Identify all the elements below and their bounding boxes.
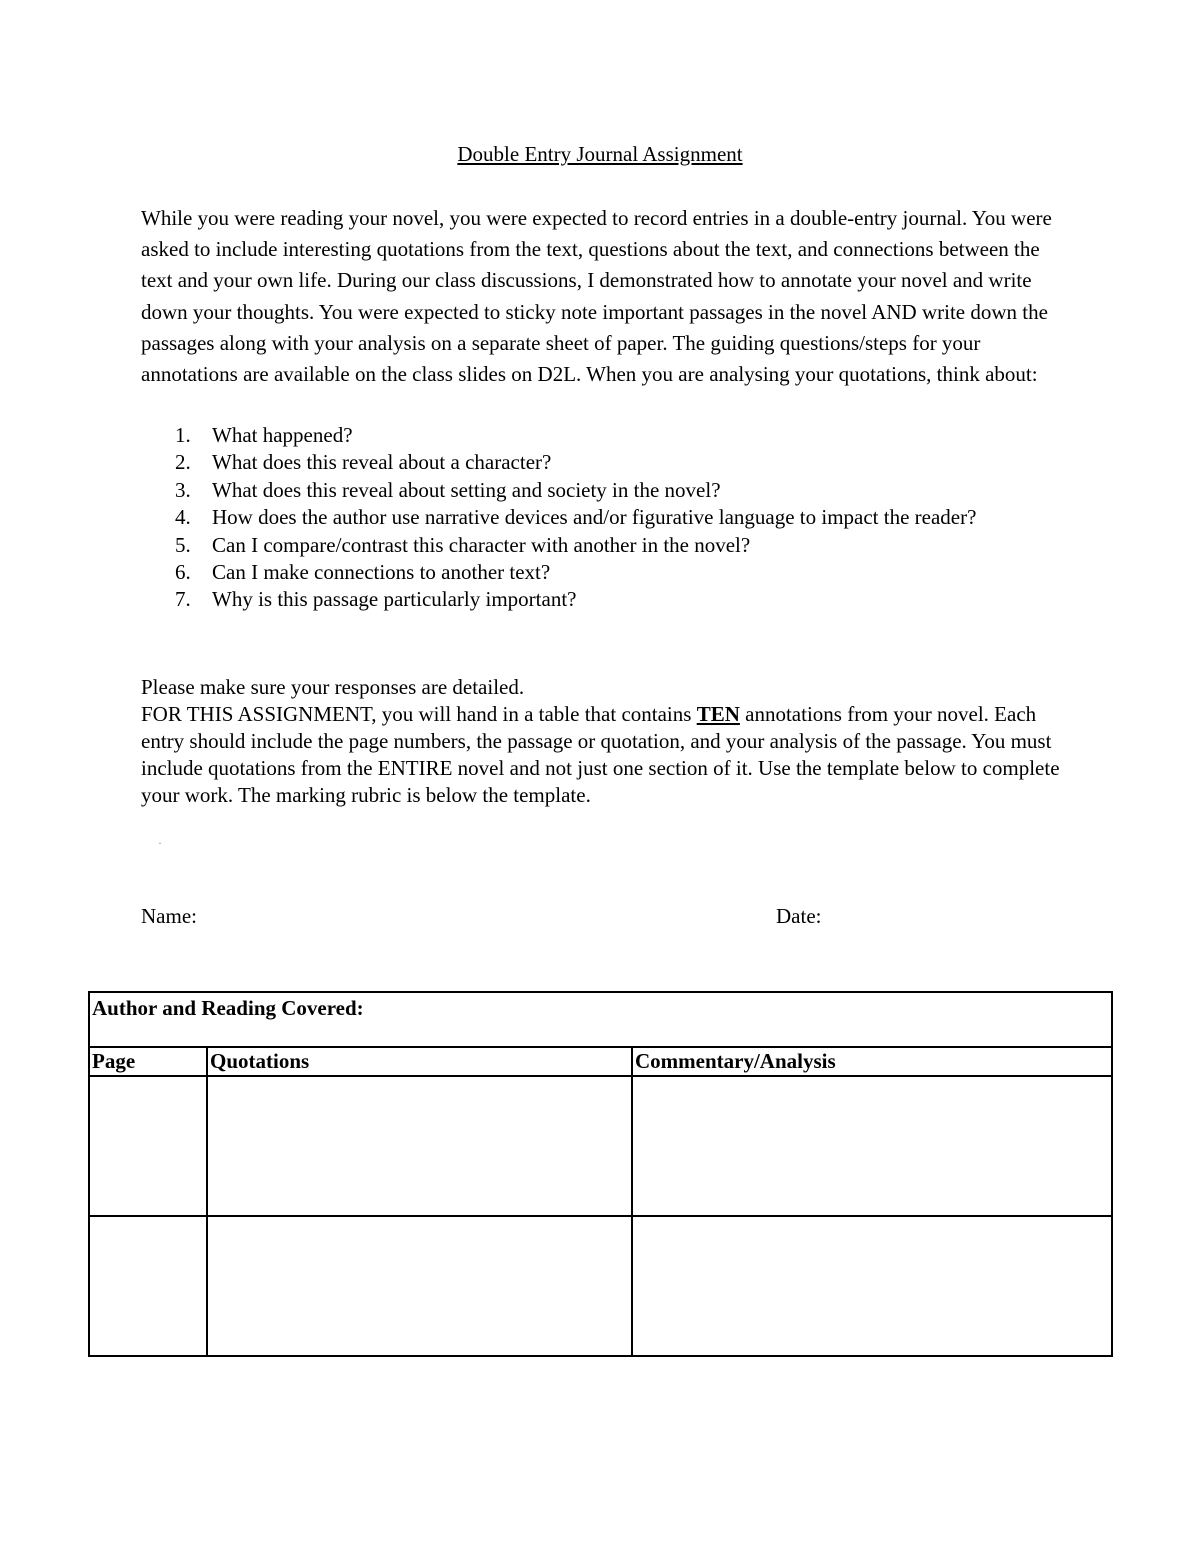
list-item-text: Can I make connections to another text? — [212, 559, 551, 584]
list-number: 4. — [175, 505, 191, 530]
name-label: Name: — [141, 904, 197, 928]
list-item — [141, 533, 1021, 558]
list-item — [141, 505, 1021, 530]
list-number: 6. — [175, 559, 191, 584]
instructions-text-end: annotations from your novel. Each entry should include the page numbers, the passage or quotation, and your analysis of the passage. You must include quotations from the ENTIRE novel and not just one section of it. Use the template below to complete your work. The marking rubric is below the template. — [141, 702, 1060, 807]
header-quotations: Quotations — [207, 1047, 632, 1076]
intro-paragraph: While you were reading your novel, you were expected to record entries in a double-entry journal. You were asked to include interesting quotations from the text, questions about the text, and connections between the text and your own life. During our class discussions, I demonstrated how to annotate your novel and write down your thoughts. You were expected to sticky note important passages in the novel AND write down the passages along with your analysis on a separate sheet of paper. The guiding questions/steps for your annotations are available on the class slides on D2L. When you are analysing your quotations, think about: — [141, 206, 1052, 387]
list-item — [141, 450, 1021, 475]
header-commentary: Commentary/Analysis — [632, 1047, 1112, 1076]
journal-template-table — [88, 991, 1113, 1357]
list-item-text: What does this reveal about a character? — [212, 450, 552, 475]
instructions-text-start: FOR THIS ASSIGNMENT, you will hand in a table that contains — [141, 702, 697, 726]
list-item — [141, 587, 1021, 612]
responses-note: Please make sure your responses are detailed. — [141, 675, 525, 699]
quotation-cell[interactable] — [207, 1076, 632, 1216]
list-item-text: How does the author use narrative devices and/or figurative language to impact the reader? — [212, 505, 977, 530]
list-item-text: What happened? — [212, 423, 353, 447]
quotation-cell[interactable] — [207, 1216, 632, 1356]
list-number: 3. — [175, 477, 191, 502]
document-title: Double Entry Journal Assignment — [457, 142, 743, 166]
list-item — [141, 423, 1021, 448]
author-row — [89, 992, 1112, 1047]
table-row — [89, 1216, 1112, 1356]
table-row — [89, 1076, 1112, 1216]
list-number: 5. — [175, 532, 191, 557]
commentary-cell[interactable] — [632, 1216, 1112, 1356]
guiding-questions-list — [141, 423, 1021, 615]
emphasis-ten: TEN — [696, 702, 740, 726]
header-page: Page — [89, 1047, 207, 1076]
list-number: 7. — [175, 587, 191, 612]
date-label: Date: — [776, 904, 822, 928]
closing-section — [141, 674, 1071, 809]
stray-mark: · — [158, 836, 162, 850]
list-item-text: What does this reveal about setting and society in the novel? — [212, 477, 721, 502]
assignment-instructions — [141, 701, 1071, 809]
list-item — [141, 478, 1021, 503]
page-cell[interactable] — [89, 1076, 207, 1216]
commentary-cell[interactable] — [632, 1076, 1112, 1216]
table-header-row — [89, 1047, 1112, 1076]
author-reading-cell[interactable]: Author and Reading Covered: — [89, 992, 1112, 1047]
list-item — [141, 560, 1021, 585]
list-item-text: Can I compare/contrast this character with another in the novel? — [212, 532, 751, 557]
list-item-text: Why is this passage particularly important? — [212, 587, 577, 612]
list-number: 2. — [175, 450, 191, 475]
list-number: 1. — [175, 423, 191, 447]
page-cell[interactable] — [89, 1216, 207, 1356]
